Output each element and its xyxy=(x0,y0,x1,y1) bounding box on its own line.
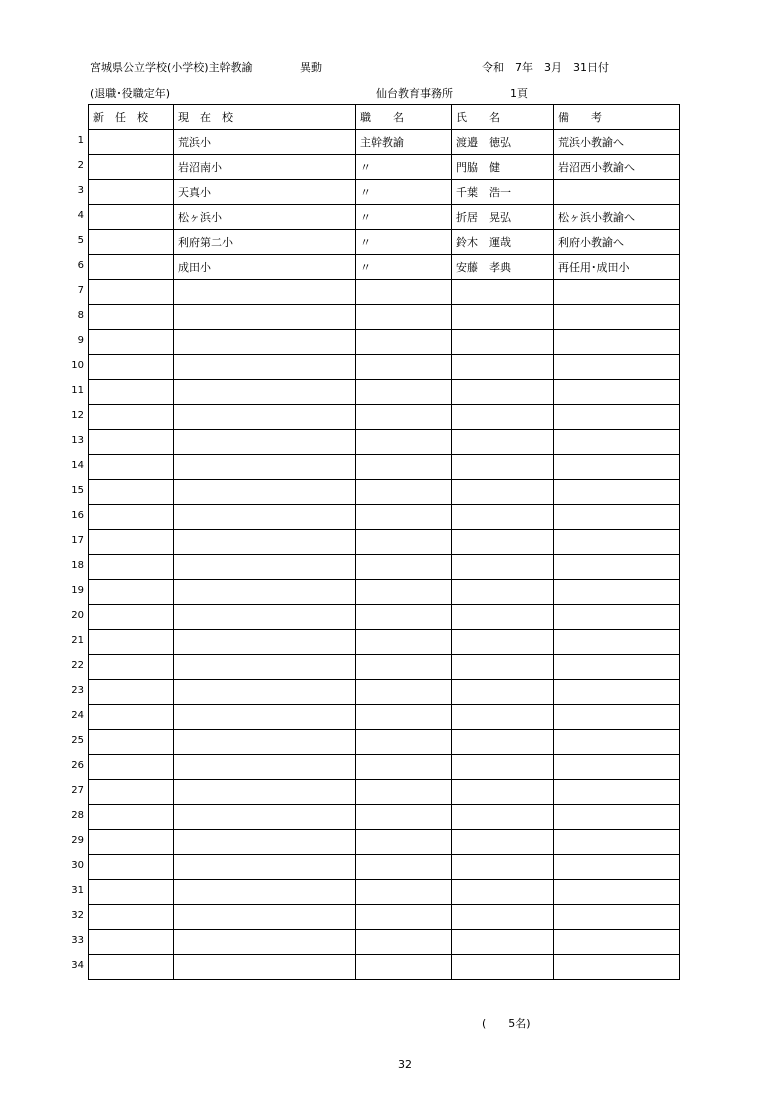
cell-current-school xyxy=(174,555,356,580)
cell-new-school xyxy=(89,130,174,155)
cell-name xyxy=(452,380,554,405)
cell-position xyxy=(356,530,452,555)
cell-position xyxy=(356,605,452,630)
table-row xyxy=(89,155,680,180)
cell-new-school xyxy=(89,480,174,505)
cell-new-school xyxy=(89,330,174,355)
table-row xyxy=(89,805,680,830)
cell-position: 〃 xyxy=(356,205,452,230)
cell-current-school xyxy=(174,780,356,805)
cell-note xyxy=(554,430,680,455)
row-number: 28 xyxy=(71,810,84,821)
cell-new-school xyxy=(89,455,174,480)
cell-new-school xyxy=(89,780,174,805)
column-header-name: 氏 名 xyxy=(452,105,554,130)
cell-position xyxy=(356,855,452,880)
table-row xyxy=(89,955,680,980)
sheet-page-number: 1頁 xyxy=(510,87,528,100)
cell-note xyxy=(554,705,680,730)
cell-note xyxy=(554,755,680,780)
cell-note xyxy=(554,605,680,630)
cell-name xyxy=(452,955,554,980)
cell-current-school xyxy=(174,830,356,855)
row-number: 9 xyxy=(77,335,84,346)
cell-note xyxy=(554,505,680,530)
row-number: 4 xyxy=(77,210,84,221)
cell-name xyxy=(452,580,554,605)
cell-note xyxy=(554,580,680,605)
cell-position xyxy=(356,555,452,580)
cell-note xyxy=(554,330,680,355)
cell-position xyxy=(356,330,452,355)
cell-new-school xyxy=(89,680,174,705)
cell-new-school xyxy=(89,855,174,880)
cell-note xyxy=(554,530,680,555)
cell-note xyxy=(554,380,680,405)
cell-position xyxy=(356,905,452,930)
table-row xyxy=(89,580,680,605)
table-row xyxy=(89,705,680,730)
table-row xyxy=(89,355,680,380)
cell-name xyxy=(452,330,554,355)
cell-position: 〃 xyxy=(356,230,452,255)
row-number: 17 xyxy=(71,535,84,546)
cell-note xyxy=(554,855,680,880)
cell-position xyxy=(356,305,452,330)
row-number: 32 xyxy=(71,910,84,921)
cell-note xyxy=(554,305,680,330)
cell-current-school xyxy=(174,380,356,405)
cell-position xyxy=(356,430,452,455)
cell-new-school xyxy=(89,505,174,530)
cell-current-school xyxy=(174,305,356,330)
personnel-table xyxy=(88,104,680,980)
cell-name xyxy=(452,680,554,705)
cell-name xyxy=(452,405,554,430)
cell-new-school xyxy=(89,155,174,180)
cell-current-school xyxy=(174,405,356,430)
office-name: 仙台教育事務所 xyxy=(376,87,453,100)
table-row xyxy=(89,305,680,330)
row-number: 33 xyxy=(71,935,84,946)
cell-new-school xyxy=(89,605,174,630)
cell-new-school xyxy=(89,280,174,305)
cell-name xyxy=(452,430,554,455)
column-header-current-school: 現 在 校 xyxy=(174,105,356,130)
cell-note: 再任用･成田小 xyxy=(554,255,680,280)
cell-note xyxy=(554,780,680,805)
document-kind: 異動 xyxy=(300,61,322,74)
table-row xyxy=(89,605,680,630)
table-row xyxy=(89,855,680,880)
cell-note: 荒浜小教諭へ xyxy=(554,130,680,155)
table-row xyxy=(89,330,680,355)
cell-current-school xyxy=(174,280,356,305)
cell-note xyxy=(554,830,680,855)
column-header-note: 備 考 xyxy=(554,105,680,130)
cell-name: 鈴木 運哉 xyxy=(452,230,554,255)
cell-note xyxy=(554,180,680,205)
cell-name: 安藤 孝典 xyxy=(452,255,554,280)
cell-current-school xyxy=(174,755,356,780)
cell-new-school xyxy=(89,955,174,980)
document-title: 宮城県公立学校(小学校)主幹教諭 xyxy=(90,61,253,74)
cell-name xyxy=(452,780,554,805)
cell-new-school xyxy=(89,880,174,905)
table-row xyxy=(89,830,680,855)
cell-current-school xyxy=(174,880,356,905)
cell-note xyxy=(554,355,680,380)
cell-note xyxy=(554,805,680,830)
cell-name xyxy=(452,655,554,680)
cell-new-school xyxy=(89,755,174,780)
cell-current-school xyxy=(174,855,356,880)
cell-note xyxy=(554,555,680,580)
cell-new-school xyxy=(89,930,174,955)
cell-name xyxy=(452,280,554,305)
table-row xyxy=(89,180,680,205)
cell-position xyxy=(356,355,452,380)
row-number: 26 xyxy=(71,760,84,771)
table-row xyxy=(89,255,680,280)
cell-name xyxy=(452,530,554,555)
cell-current-school xyxy=(174,355,356,380)
cell-name xyxy=(452,755,554,780)
cell-position xyxy=(356,805,452,830)
cell-current-school xyxy=(174,530,356,555)
cell-new-school xyxy=(89,255,174,280)
cell-current-school xyxy=(174,905,356,930)
cell-note xyxy=(554,405,680,430)
cell-name xyxy=(452,905,554,930)
cell-position xyxy=(356,380,452,405)
cell-new-school xyxy=(89,580,174,605)
effective-date: 令和 7年 3月 31日付 xyxy=(482,61,609,74)
row-number: 24 xyxy=(71,710,84,721)
cell-position xyxy=(356,705,452,730)
cell-name xyxy=(452,455,554,480)
cell-position xyxy=(356,780,452,805)
cell-note xyxy=(554,655,680,680)
table-row xyxy=(89,455,680,480)
cell-new-school xyxy=(89,380,174,405)
cell-current-school: 天真小 xyxy=(174,180,356,205)
cell-position xyxy=(356,930,452,955)
cell-new-school xyxy=(89,180,174,205)
cell-new-school xyxy=(89,630,174,655)
cell-name xyxy=(452,730,554,755)
table-row xyxy=(89,230,680,255)
table-row xyxy=(89,380,680,405)
row-number: 1 xyxy=(77,135,84,146)
cell-name xyxy=(452,930,554,955)
cell-current-school: 成田小 xyxy=(174,255,356,280)
table-row xyxy=(89,680,680,705)
cell-position xyxy=(356,505,452,530)
table-row xyxy=(89,480,680,505)
cell-note xyxy=(554,955,680,980)
cell-position: 〃 xyxy=(356,180,452,205)
cell-current-school xyxy=(174,480,356,505)
table-row xyxy=(89,530,680,555)
cell-name: 渡邉 徳弘 xyxy=(452,130,554,155)
cell-current-school xyxy=(174,630,356,655)
cell-current-school xyxy=(174,930,356,955)
cell-position: 〃 xyxy=(356,155,452,180)
cell-new-school xyxy=(89,655,174,680)
row-number: 14 xyxy=(71,460,84,471)
cell-new-school xyxy=(89,805,174,830)
cell-note: 岩沼西小教諭へ xyxy=(554,155,680,180)
cell-new-school xyxy=(89,730,174,755)
cell-new-school xyxy=(89,205,174,230)
cell-new-school xyxy=(89,305,174,330)
cell-current-school: 松ヶ浜小 xyxy=(174,205,356,230)
cell-position xyxy=(356,680,452,705)
cell-new-school xyxy=(89,530,174,555)
cell-position: 〃 xyxy=(356,255,452,280)
cell-position: 主幹教諭 xyxy=(356,130,452,155)
table-row xyxy=(89,280,680,305)
cell-name xyxy=(452,355,554,380)
document-subtitle: (退職･役職定年) xyxy=(90,87,171,100)
table-row xyxy=(89,405,680,430)
cell-current-school xyxy=(174,330,356,355)
column-header-new-school: 新 任 校 xyxy=(89,105,174,130)
cell-note xyxy=(554,880,680,905)
cell-new-school xyxy=(89,230,174,255)
cell-name xyxy=(452,555,554,580)
cell-name xyxy=(452,305,554,330)
table-row xyxy=(89,205,680,230)
cell-position xyxy=(356,630,452,655)
cell-note xyxy=(554,480,680,505)
row-number: 3 xyxy=(77,185,84,196)
cell-current-school: 荒浜小 xyxy=(174,130,356,155)
cell-current-school xyxy=(174,805,356,830)
cell-name xyxy=(452,505,554,530)
cell-current-school: 利府第二小 xyxy=(174,230,356,255)
cell-current-school xyxy=(174,955,356,980)
cell-name xyxy=(452,830,554,855)
row-number: 13 xyxy=(71,435,84,446)
table-header-row xyxy=(89,105,680,130)
row-number: 10 xyxy=(71,360,84,371)
cell-name: 千葉 浩一 xyxy=(452,180,554,205)
table-row xyxy=(89,630,680,655)
cell-current-school: 岩沼南小 xyxy=(174,155,356,180)
row-number: 27 xyxy=(71,785,84,796)
table-row xyxy=(89,505,680,530)
cell-name xyxy=(452,880,554,905)
row-number: 22 xyxy=(71,660,84,671)
row-number: 18 xyxy=(71,560,84,571)
cell-name: 折居 晃弘 xyxy=(452,205,554,230)
cell-position xyxy=(356,755,452,780)
cell-current-school xyxy=(174,680,356,705)
table-row xyxy=(89,130,680,155)
table-row xyxy=(89,755,680,780)
total-count: ( 5名) xyxy=(482,1017,531,1030)
row-number: 21 xyxy=(71,635,84,646)
row-number: 2 xyxy=(77,160,84,171)
table-row xyxy=(89,930,680,955)
row-number: 7 xyxy=(77,285,84,296)
row-number: 8 xyxy=(77,310,84,321)
table-row xyxy=(89,780,680,805)
cell-position xyxy=(356,830,452,855)
cell-note xyxy=(554,280,680,305)
cell-note: 松ヶ浜小教諭へ xyxy=(554,205,680,230)
cell-note xyxy=(554,730,680,755)
cell-new-school xyxy=(89,430,174,455)
cell-name xyxy=(452,705,554,730)
row-number: 5 xyxy=(77,235,84,246)
row-number: 20 xyxy=(71,610,84,621)
cell-current-school xyxy=(174,505,356,530)
column-header-position: 職 名 xyxy=(356,105,452,130)
row-number: 11 xyxy=(71,385,84,396)
cell-name xyxy=(452,855,554,880)
cell-position xyxy=(356,955,452,980)
cell-position xyxy=(356,455,452,480)
cell-current-school xyxy=(174,455,356,480)
cell-new-school xyxy=(89,555,174,580)
cell-position xyxy=(356,730,452,755)
cell-current-school xyxy=(174,430,356,455)
table-row xyxy=(89,430,680,455)
row-number: 19 xyxy=(71,585,84,596)
cell-new-school xyxy=(89,905,174,930)
row-number: 34 xyxy=(71,960,84,971)
cell-name: 門脇 健 xyxy=(452,155,554,180)
row-number: 31 xyxy=(71,885,84,896)
table-row xyxy=(89,655,680,680)
cell-note: 利府小教諭へ xyxy=(554,230,680,255)
cell-name xyxy=(452,805,554,830)
row-number: 6 xyxy=(77,260,84,271)
cell-position xyxy=(356,655,452,680)
cell-position xyxy=(356,280,452,305)
table-row xyxy=(89,555,680,580)
cell-note xyxy=(554,630,680,655)
row-number: 16 xyxy=(71,510,84,521)
cell-position xyxy=(356,480,452,505)
cell-current-school xyxy=(174,705,356,730)
row-number: 29 xyxy=(71,835,84,846)
table-row xyxy=(89,730,680,755)
row-number: 30 xyxy=(71,860,84,871)
cell-position xyxy=(356,880,452,905)
table-row xyxy=(89,880,680,905)
cell-new-school xyxy=(89,830,174,855)
row-number: 23 xyxy=(71,685,84,696)
cell-position xyxy=(356,580,452,605)
row-number: 15 xyxy=(71,485,84,496)
cell-current-school xyxy=(174,580,356,605)
cell-name xyxy=(452,605,554,630)
cell-note xyxy=(554,905,680,930)
cell-new-school xyxy=(89,705,174,730)
table-row xyxy=(89,905,680,930)
cell-note xyxy=(554,930,680,955)
cell-name xyxy=(452,480,554,505)
cell-note xyxy=(554,455,680,480)
cell-note xyxy=(554,680,680,705)
cell-position xyxy=(356,405,452,430)
cell-new-school xyxy=(89,355,174,380)
cell-name xyxy=(452,630,554,655)
row-number: 25 xyxy=(71,735,84,746)
cell-current-school xyxy=(174,730,356,755)
cell-new-school xyxy=(89,405,174,430)
cell-current-school xyxy=(174,605,356,630)
cell-current-school xyxy=(174,655,356,680)
page-footer-number: 32 xyxy=(398,1058,412,1071)
row-number: 12 xyxy=(71,410,84,421)
